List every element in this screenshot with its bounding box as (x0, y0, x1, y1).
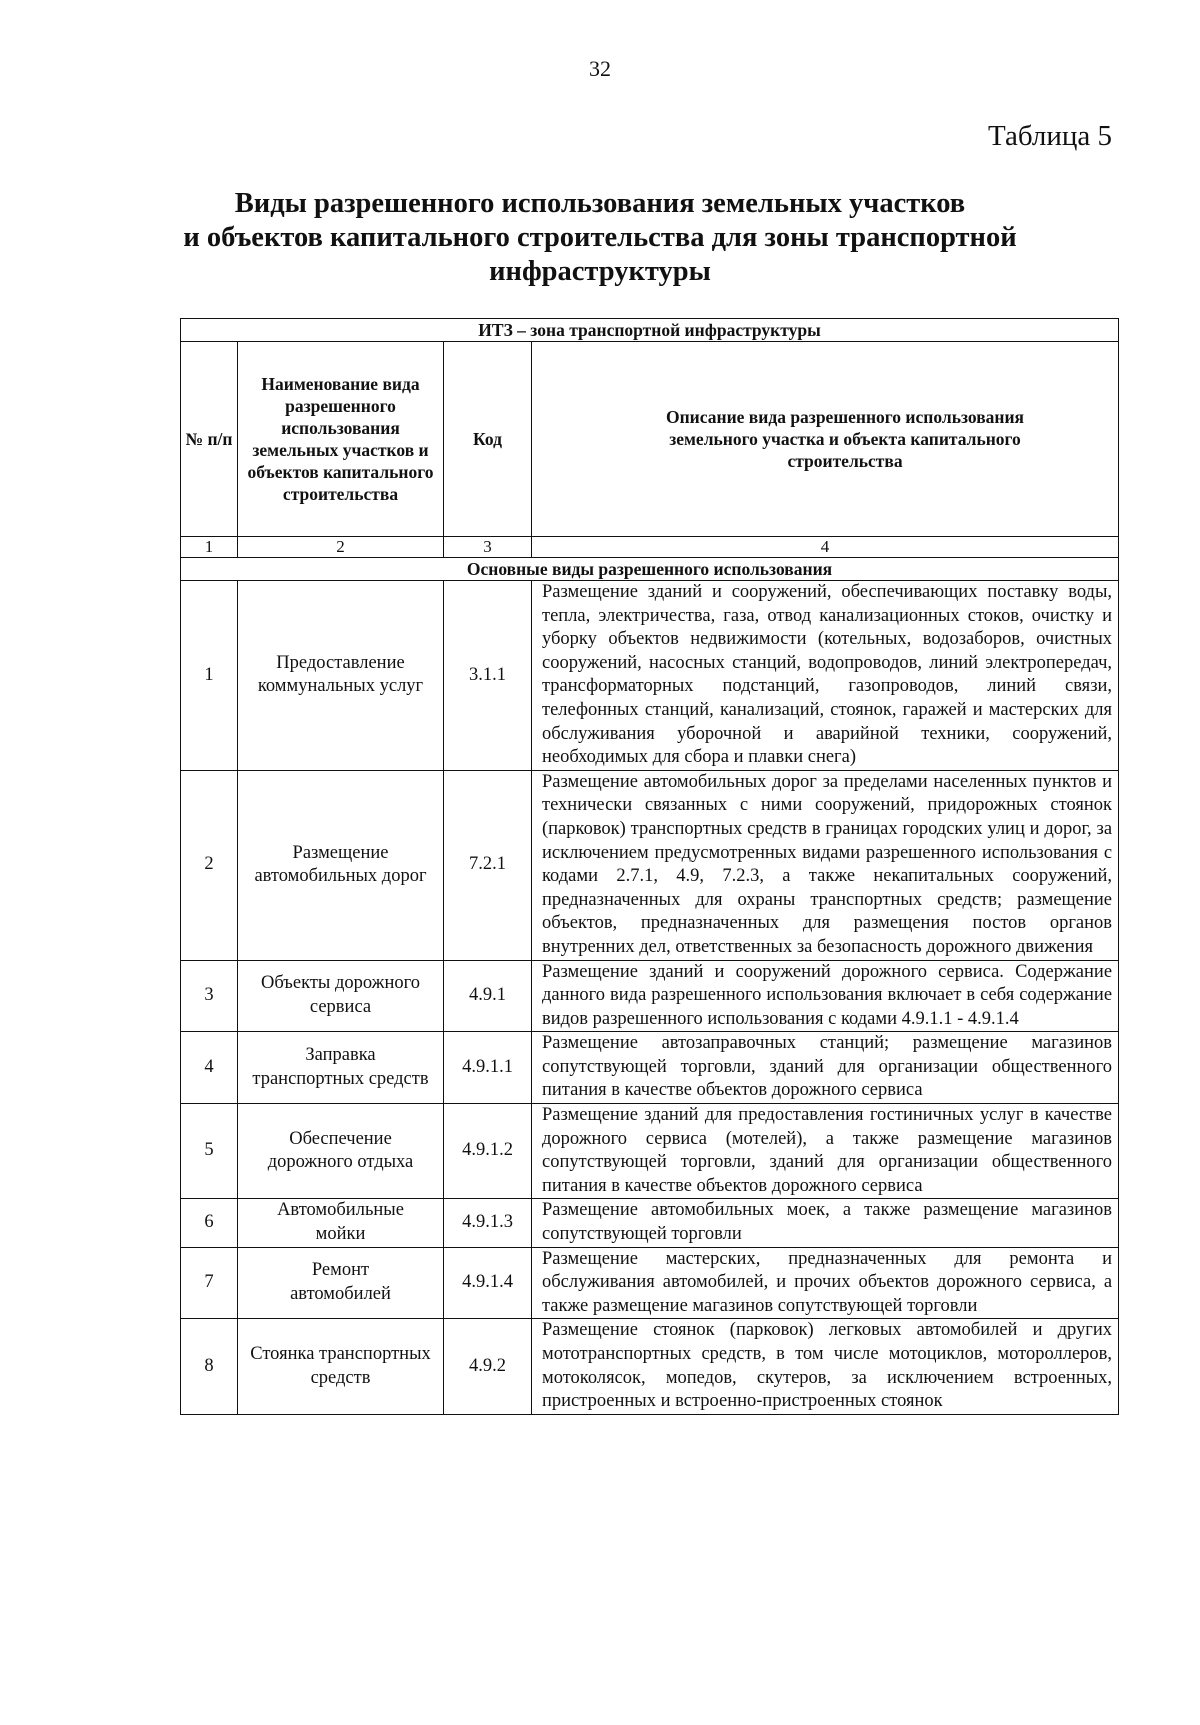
row-number: 3 (181, 960, 238, 1032)
column-number-1: 1 (181, 537, 238, 558)
page-number: 32 (589, 56, 611, 81)
land-use-name: Обеспечение дорожного отдыха (238, 1104, 444, 1199)
land-use-description: Размещение автозаправочных станций; размещение магазинов сопутствующей торговли, зданий для организации общественного питания в качестве объектов дорожного сервиса (532, 1032, 1119, 1104)
column-number-2: 2 (238, 537, 444, 558)
table-row (181, 581, 1119, 771)
header-name: Наименование вида разрешенного использования земельных участков и объектов капитального строительства (238, 342, 444, 537)
land-use-code: 4.9.1.3 (444, 1199, 532, 1247)
table-row (181, 1247, 1119, 1319)
land-use-description: Размещение автомобильных дорог за пределами населенных пунктов и технически связанных с ними сооружений, придорожных стоянок (парковок) транспортных средств в границах городских улиц и дорог, за исключением предусмотренных видами разрешенного использования с кодами 2.7.1, 4.9, 7.2.3, а также некапитальных сооружений, предназначенных для охраны транспортных средств; размещение объектов, предназначенных для размещения постов органов внутренних дел, ответственных за безопасность дорожного движения (532, 770, 1119, 960)
land-use-description: Размещение зданий и сооружений, обеспечивающих поставку воды, тепла, электричества, газа, отвод канализационных стоков, очистку и уборку объектов недвижимости (котельных, водозаборов, очистных сооружений, насосных станций, водопроводов, линий электропередач, трансформаторных подстанций, газопроводов, линий связи, телефонных станций, канализаций, стоянок, гаражей и мастерских для обслуживания уборочной и аварийной техники, сооружений, необходимых для сбора и плавки снега) (532, 581, 1119, 771)
column-number-row (181, 537, 1119, 558)
row-number: 8 (181, 1319, 238, 1414)
land-use-code: 4.9.1.2 (444, 1104, 532, 1199)
row-number: 4 (181, 1032, 238, 1104)
land-use-name: Ремонт автомобилей (238, 1247, 444, 1319)
table-row (181, 1199, 1119, 1247)
land-use-description: Размещение мастерских, предназначенных для ремонта и обслуживания автомобилей, и прочих объектов дорожного сервиса, а также размещение магазинов сопутствующей торговли (532, 1247, 1119, 1319)
table-row (181, 1104, 1119, 1199)
land-use-code: 4.9.2 (444, 1319, 532, 1414)
header-row (181, 342, 1119, 537)
header-desc: Описание вида разрешенного использования земельного участка и объекта капитального строительства (532, 342, 1119, 537)
row-number: 5 (181, 1104, 238, 1199)
title-line-2: и объектов капитального строительства для зоны транспортной (183, 222, 1017, 253)
land-use-code: 7.2.1 (444, 770, 532, 960)
table-row (181, 770, 1119, 960)
land-use-description: Размещение зданий и сооружений дорожного сервиса. Содержание данного вида разрешенного использования включает в себя содержание видов разрешенного использования с кодами 4.9.1.1 - 4.9.1.4 (532, 960, 1119, 1032)
land-use-code: 3.1.1 (444, 581, 532, 771)
table-row (181, 1319, 1119, 1414)
header-code: Код (444, 342, 532, 537)
land-use-description: Размещение зданий для предоставления гостиничных услуг в качестве дорожного сервиса (мотелей), а также размещение магазинов сопутствующей торговли, зданий для организации общественного питания в качестве объектов дорожного сервиса (532, 1104, 1119, 1199)
row-number: 2 (181, 770, 238, 960)
land-use-description: Размещение стоянок (парковок) легковых автомобилей и других мототранспортных средств, в том числе мотоциклов, мотороллеров, мотоколясок, мопедов, скутеров, за исключением встроенных, пристроенных и встроенно-пристроенных стоянок (532, 1319, 1119, 1414)
zone-header-row (181, 319, 1119, 342)
row-number: 7 (181, 1247, 238, 1319)
land-use-description: Размещение автомобильных моек, а также размещение магазинов сопутствующей торговли (532, 1199, 1119, 1247)
table-body (181, 319, 1119, 1415)
column-number-4: 4 (532, 537, 1119, 558)
land-use-code: 4.9.1 (444, 960, 532, 1032)
land-use-name: Стоянка транспортных средств (238, 1319, 444, 1414)
section-title: Основные виды разрешенного использования (181, 558, 1119, 581)
document-title (150, 187, 1050, 289)
table-label: Таблица 5 (987, 120, 1112, 152)
land-use-name: Объекты дорожного сервиса (238, 960, 444, 1032)
column-number-3: 3 (444, 537, 532, 558)
land-use-code: 4.9.1.4 (444, 1247, 532, 1319)
title-line-1: Виды разрешенного использования земельных участков (234, 188, 966, 219)
land-use-name: Автомобильные мойки (238, 1199, 444, 1247)
land-use-name: Размещение автомобильных дорог (238, 770, 444, 960)
land-use-name: Предоставление коммунальных услуг (238, 581, 444, 771)
land-use-table (180, 318, 1119, 1415)
row-number: 1 (181, 581, 238, 771)
land-use-code: 4.9.1.1 (444, 1032, 532, 1104)
header-num: № п/п (181, 342, 238, 537)
row-number: 6 (181, 1199, 238, 1247)
land-use-name: Заправка транспортных средств (238, 1032, 444, 1104)
table-row (181, 1032, 1119, 1104)
title-line-3: инфраструктуры (489, 256, 711, 287)
section-row (181, 558, 1119, 581)
table-row (181, 960, 1119, 1032)
zone-header: ИТЗ – зона транспортной инфраструктуры (181, 319, 1119, 342)
